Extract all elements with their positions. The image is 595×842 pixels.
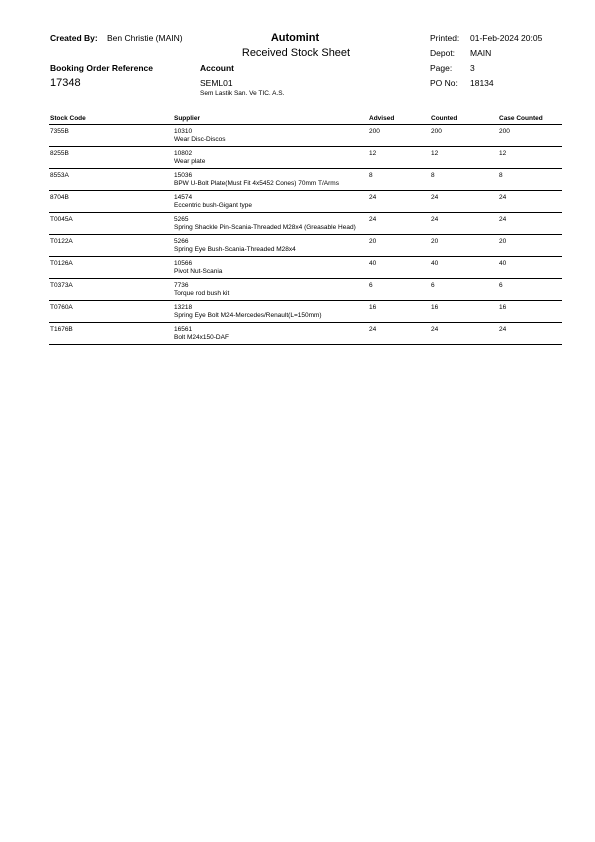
advised-qty: 24 [369,326,377,333]
case-counted-qty: 24 [499,216,507,223]
col-header-stock-code: Stock Code [50,115,86,122]
stock-code: T0045A [50,216,73,223]
stock-code: T0373A [50,282,73,289]
stock-code: T0122A [50,238,73,245]
row-rule [49,168,562,169]
supplier-code: 5265 [174,216,189,223]
stock-code: 7355B [50,128,69,135]
printed-label: Printed: [430,33,460,43]
created-by-value: Ben Christie (MAIN) [107,33,183,43]
depot-value: MAIN [470,48,492,58]
counted-qty: 6 [431,282,435,289]
advised-qty: 200 [369,128,380,135]
stock-code: T0760A [50,304,73,311]
stock-code: 8704B [50,194,69,201]
case-counted-qty: 12 [499,150,507,157]
advised-qty: 8 [369,172,373,179]
advised-qty: 24 [369,194,377,201]
stock-code: T1676B [50,326,73,333]
counted-qty: 16 [431,304,439,311]
depot-label: Depot: [430,48,456,58]
advised-qty: 40 [369,260,377,267]
col-header-case-counted: Case Counted [499,115,543,122]
case-counted-qty: 16 [499,304,507,311]
supplier-code: 15036 [174,172,193,179]
counted-qty: 8 [431,172,435,179]
item-description: Spring Eye Bolt M24-Mercedes/Renault(L=150mm) [174,312,322,319]
advised-qty: 24 [369,216,377,223]
col-header-counted: Counted [431,115,458,122]
case-counted-qty: 40 [499,260,507,267]
case-counted-qty: 20 [499,238,507,245]
item-description: Pivot Nut-Scania [174,268,223,275]
advised-qty: 16 [369,304,377,311]
item-description: Wear plate [174,158,206,165]
account-value: SEML01 [200,78,233,88]
row-rule [49,190,562,191]
counted-qty: 24 [431,326,439,333]
account-label: Account [200,63,234,73]
advised-qty: 12 [369,150,377,157]
stock-code: 8255B [50,150,69,157]
row-rule [49,322,562,323]
row-rule [49,278,562,279]
item-description: BPW U-Bolt Plate(Must Fit 4x5452 Cones) 70mm T/Arms [174,180,339,187]
supplier-code: 10802 [174,150,193,157]
item-description: Eccentric bush-Gigant type [174,202,253,209]
counted-qty: 200 [431,128,442,135]
row-rule [49,256,562,257]
item-description: Spring Shackle Pin-Scania-Threaded M28x4 (Greasable Head) [174,224,356,231]
po-label: PO No: [430,78,458,88]
account-name: Sem Lastik San. Ve TIC. A.S. [200,90,285,97]
row-rule [49,344,562,345]
counted-qty: 24 [431,216,439,223]
counted-qty: 40 [431,260,439,267]
stock-code: T0126A [50,260,73,267]
header-rule [49,124,562,125]
row-rule [49,146,562,147]
booking-ref-value: 17348 [50,77,81,89]
supplier-code: 10310 [174,128,193,135]
supplier-code: 14574 [174,194,193,201]
row-rule [49,234,562,235]
col-header-supplier: Supplier [174,115,201,122]
supplier-code: 5266 [174,238,189,245]
sheet-title: Received Stock Sheet [241,47,351,59]
case-counted-qty: 24 [499,326,507,333]
advised-qty: 20 [369,238,377,245]
page-value: 3 [470,63,475,73]
counted-qty: 20 [431,238,439,245]
col-header-advised: Advised [369,115,395,122]
counted-qty: 24 [431,194,439,201]
item-description: Torque rod bush kit [174,290,230,297]
supplier-code: 7736 [174,282,189,289]
advised-qty: 6 [369,282,373,289]
row-rule [49,212,562,213]
supplier-code: 13218 [174,304,193,311]
counted-qty: 12 [431,150,439,157]
booking-ref-label: Booking Order Reference [50,63,153,73]
row-rule [49,300,562,301]
case-counted-qty: 24 [499,194,507,201]
case-counted-qty: 6 [499,282,503,289]
case-counted-qty: 8 [499,172,503,179]
po-value: 18134 [470,78,494,88]
page-label: Page: [430,63,453,73]
item-description: Bolt M24x150-DAF [174,334,229,341]
item-description: Wear Disc-Discos [174,136,226,143]
item-description: Spring Eye Bush-Scania-Threaded M28x4 [174,246,296,253]
case-counted-qty: 200 [499,128,510,135]
supplier-code: 10566 [174,260,193,267]
created-by-label: Created By: [50,33,98,43]
stock-code: 8553A [50,172,69,179]
supplier-code: 16561 [174,326,193,333]
company-name: Automint [270,32,320,44]
printed-value: 01-Feb-2024 20:05 [470,33,543,43]
